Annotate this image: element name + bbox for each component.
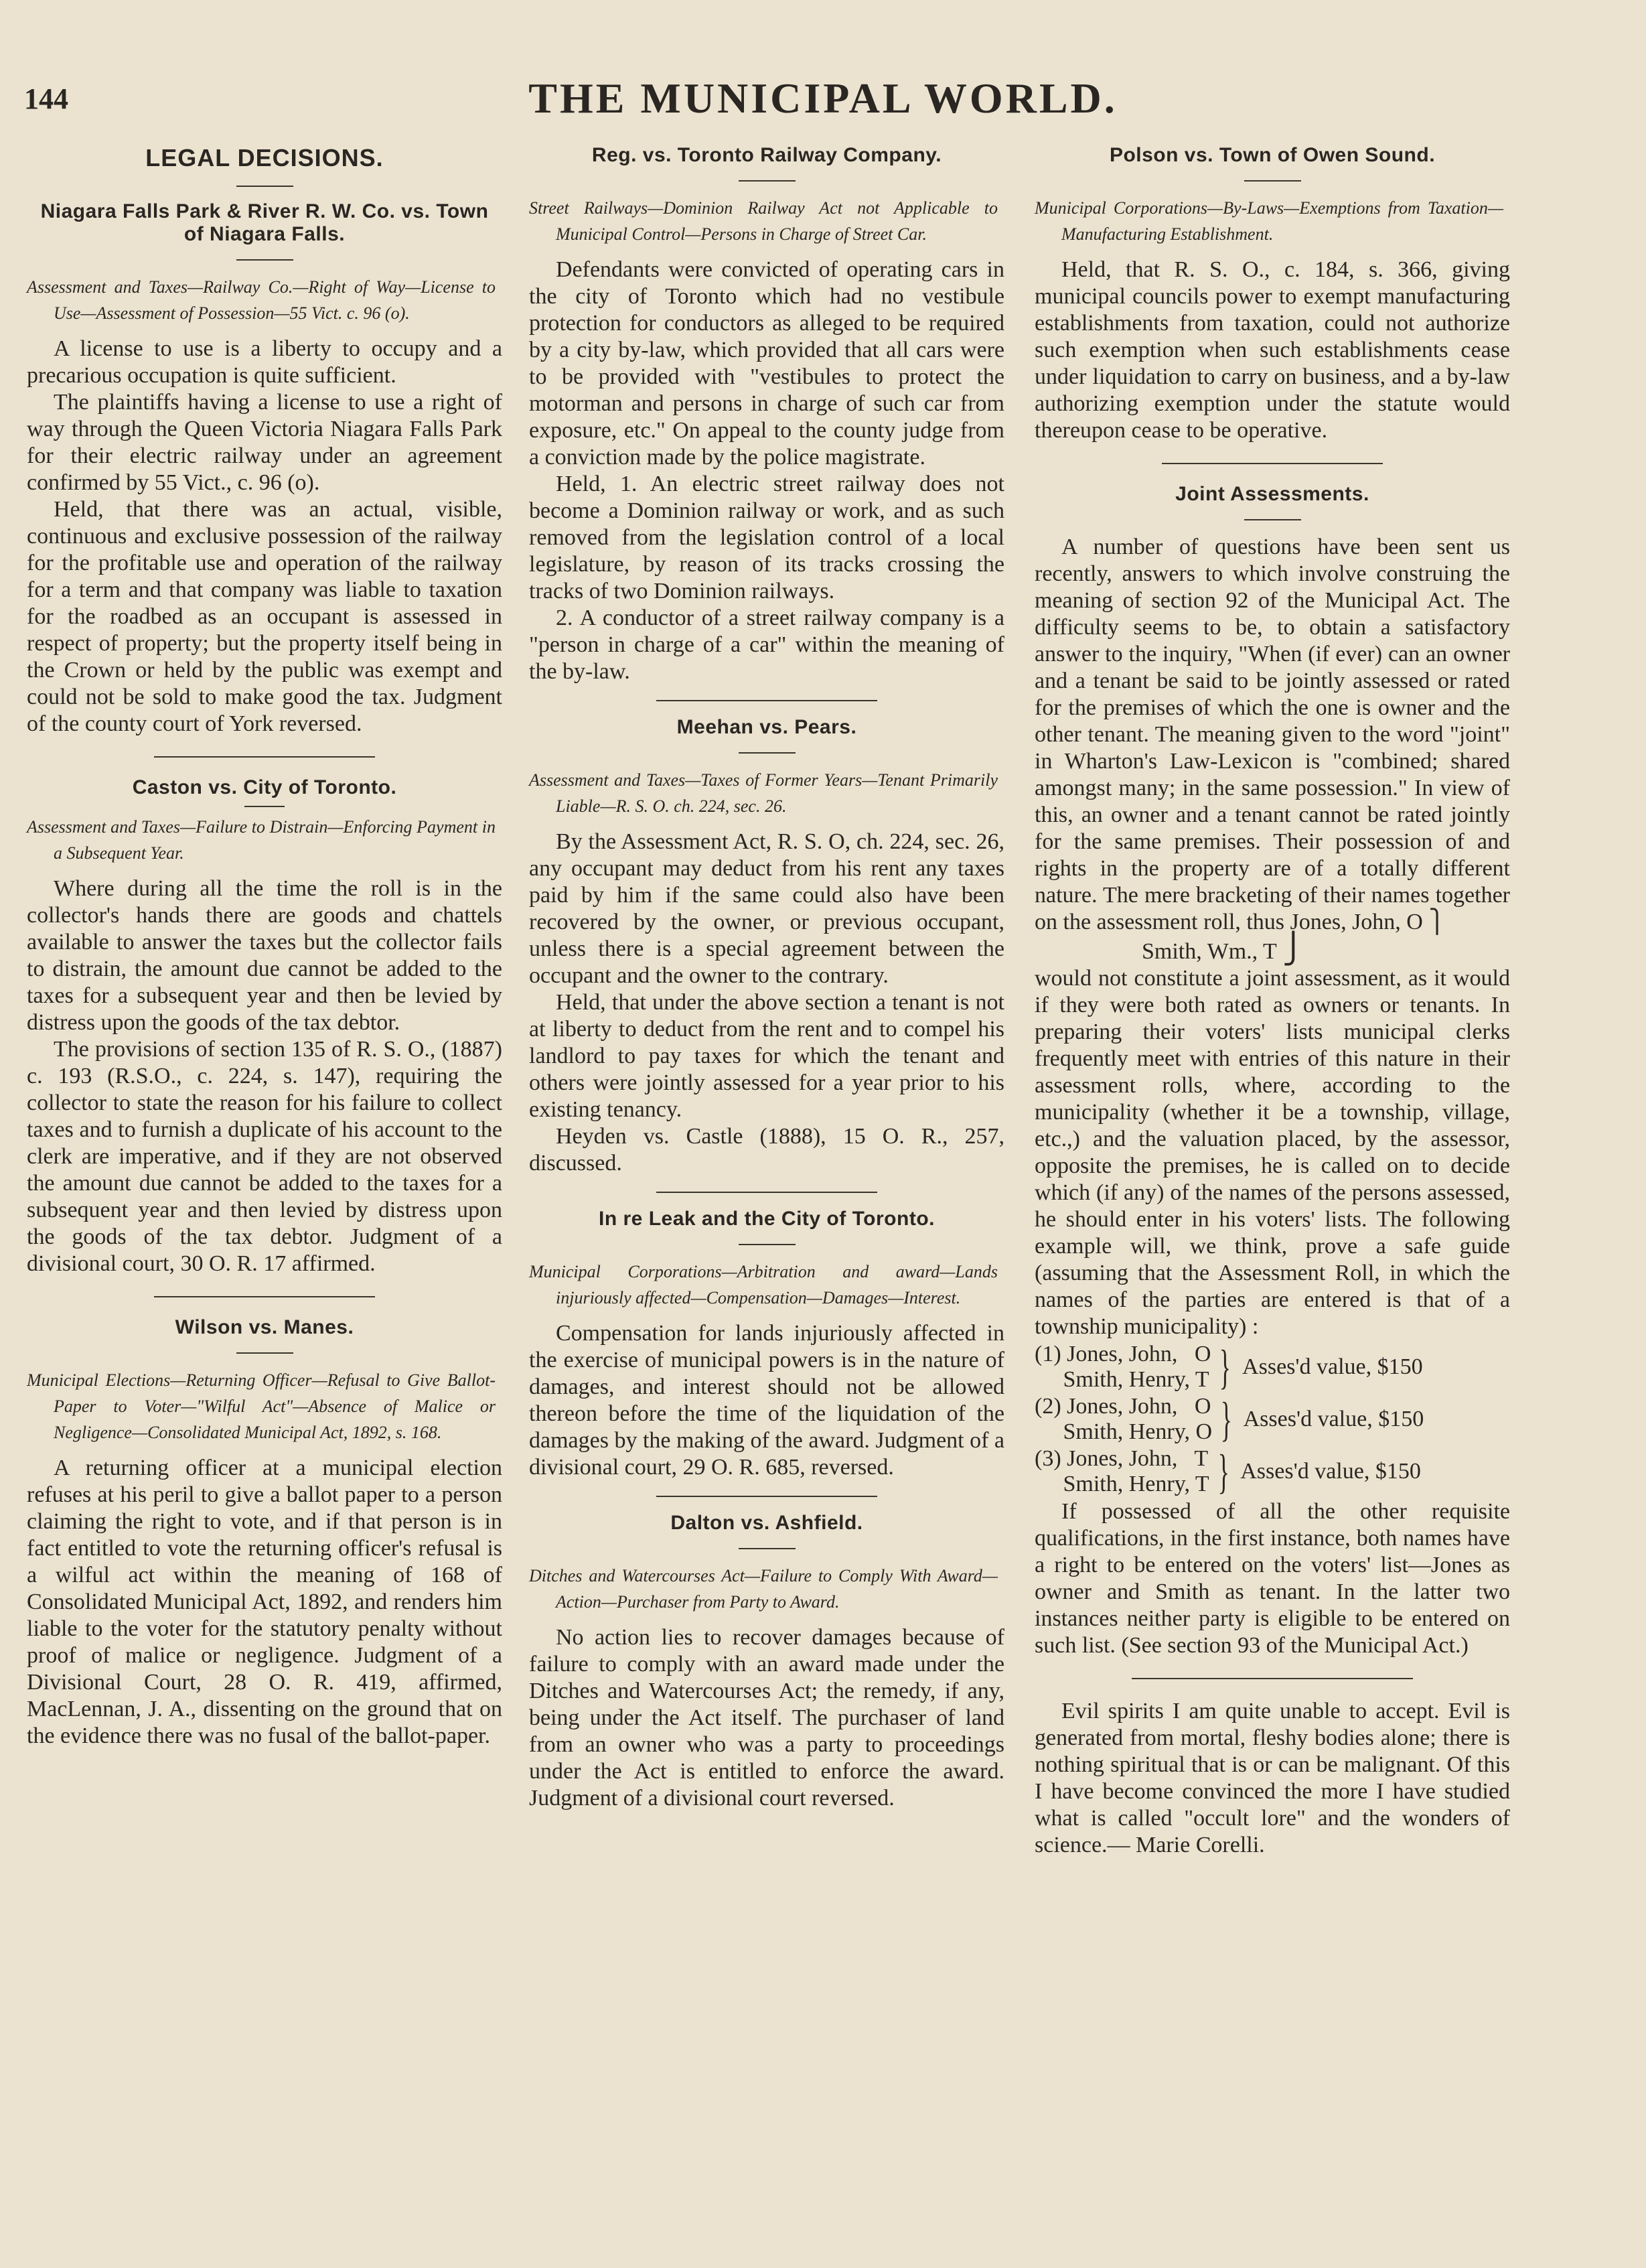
divider [656, 1192, 877, 1193]
case-title: Niagara Falls Park & River R. W. Co. vs. Town of Niagara Falls. [40, 200, 489, 245]
case-paragraph: A returning officer at a municipal election refuses at his peril to give a ballot paper to a person claiming the right to vote, and if that person is in fact entitled to vote the returning officer's refusal is a wilful act within the meaning of 168 of Consolidated Municipal Act, 1892, and renders him liable to the voter for the statutory penalty without proof of malice or negligence. Judgment of a Divisional Court, 28 O. R. 419, affirmed, MacLennan, J. A., dissenting on the ground that on the evidence there was no fusal of the ballot-paper. [27, 1456, 502, 1748]
case-summary: Assessment and Taxes—Failure to Distrain—Enforcing Payment in a Subsequent Year. [27, 817, 496, 863]
divider [739, 752, 796, 754]
divider [739, 180, 796, 182]
case-paragraph: Held, that there was an actual, visible, continuous and exclusive possession of the railway for the profitable use and operation of the railway for a term and that company was liable to taxation for the roadbed as an occupant is assessed in respect of property; but the property itself being in the Crown or held by the public was exempt and could not be sold to make good the tax. Judgment of the county court of York reversed. [27, 497, 502, 736]
divider [1244, 519, 1301, 520]
example-row [1035, 1446, 1510, 1497]
divider [1132, 1678, 1413, 1679]
case-paragraph: Held, 1. An electric street railway does not become a Dominion railway or work, and as such removed from the legislation control of a local legislature, by reason of its tracks crossing the tracks of two Dominion railways. [529, 472, 1004, 604]
case-paragraph: Held, that R. S. O., c. 184, s. 366, giving municipal councils power to exempt manufacturing establishments from taxation, could not authorize such exemption when such establishments cease under liquidation to carry on business, and a by-law authorizing exemption under the statute would thereupon cease to be operative. [1035, 257, 1510, 443]
case-paragraph: The plaintiffs having a license to use a right of way through the Queen Victoria Niagara Falls Park for their electric railway under an agreement confirmed by 55 Vict., c. 96 (o). [27, 390, 502, 495]
case-title: Polson vs. Town of Owen Sound. [1109, 144, 1436, 166]
section-title: LEGAL DECISIONS. [145, 144, 384, 171]
case-title: Reg. vs. Toronto Railway Company. [591, 144, 942, 166]
case-title: Meehan vs. Pears. [676, 716, 857, 738]
divider [244, 806, 285, 807]
page-header [24, 74, 1622, 127]
case-summary: Municipal Corporations—Arbitration and award—Lands injuriously affected—Compensation—Damages—Interest. [529, 1262, 998, 1307]
divider [154, 1296, 375, 1297]
case-title: Caston vs. City of Toronto. [132, 776, 397, 798]
case-title: Dalton vs. Ashfield. [670, 1512, 863, 1534]
divider [1244, 180, 1301, 182]
example-names: (3) Jones, John, T Smith, Henry, T [1035, 1446, 1209, 1496]
example-value: Asses'd value, $150 [1240, 1459, 1421, 1484]
divider [236, 186, 293, 187]
case-summary: Ditches and Watercourses Act—Failure to Comply With Award—Action—Purchaser from Party to Award. [529, 1566, 998, 1612]
case-paragraph: The provisions of section 135 of R. S. O., (1887) c. 193 (R.S.O., c. 224, s. 147), requiring the collector to state the reason for his failure to collect taxes and to furnish a duplicate of his account to the clerk are imperative, and if they are not observed the amount due cannot be added to the taxes for a subsequent year and then levied by distress upon the goods of the tax debtor. Judgment of a divisional court, 30 O. R. 17 affirmed. [27, 1037, 502, 1276]
case-title: In re Leak and the City of Toronto. [599, 1208, 935, 1230]
article-title: Joint Assessments. [1175, 483, 1369, 505]
divider [236, 1352, 293, 1354]
masthead: THE MUNICIPAL WORLD. [528, 74, 1118, 122]
case-paragraph: No action lies to recover damages because of failure to comply with an award made under the Ditches and Watercourses Act; the remedy, if any, being under the Act itself. The purchaser of land from an owner who was a party to proceedings under the Act is entitled to enforce the award. Judgment of a divisional court reversed. [529, 1625, 1004, 1811]
example-row [1035, 1342, 1510, 1393]
example-names: (1) Jones, John, O Smith, Henry, T [1035, 1342, 1211, 1392]
page-number: 144 [24, 82, 68, 115]
case-summary: Municipal Elections—Returning Officer—Refusal to Give Ballot-Paper to Voter—"Wilful Act"—Absence of Malice or Negligence—Consolidated Municipal Act, 1892, s. 168. [27, 1370, 496, 1442]
column-1 [27, 144, 502, 1750]
divider [1162, 463, 1383, 464]
case-summary: Street Railways—Dominion Railway Act not Applicable to Municipal Control—Persons in Charge of Street Car. [529, 198, 998, 244]
quote: Evil spirits I am quite unable to accept. Evil is generated from mortal, fleshy bodies alone; there is nothing spiritual that is or can be malignant. Of this I have become convinced the more I have studied what is called "occult lore" and the wonders of science.— Marie Corelli. [1035, 1699, 1510, 1857]
example-names: (2) Jones, John, O Smith, Henry, O [1035, 1394, 1213, 1444]
bracket-line: Smith, Wm., T ⎭ [1142, 932, 1304, 965]
brace-icon: } [1220, 1393, 1232, 1446]
example-list [1035, 1342, 1510, 1497]
divider [739, 1548, 796, 1549]
article-paragraph: would not constitute a joint assessment, as it would if they were both rated as owners or tenants. In preparing their voters' lists municipal clerks frequently meet with entries of this nature in their assessment rolls, where, according to the municipality (whether it be a township, village, etc.,) and the valuation placed, by the assessor, opposite the premises, he is called on to decide which (if any) of the names of the persons assessed, he should enter in his voters' lists. The following example will, we think, prove a safe guide (assuming that the Assessment Roll, in which the names of the parties are entered is that of a township municipality) : [1035, 966, 1510, 1339]
case-summary: Assessment and Taxes—Railway Co.—Right of Way—License to Use—Assessment of Possession—55 Vict. c. 96 (o). [27, 277, 496, 323]
column-3 [1035, 144, 1510, 1859]
case-paragraph: A license to use is a liberty to occupy and a precarious occupation is quite sufficient. [27, 336, 502, 388]
case-paragraph: Defendants were convicted of operating cars in the city of Toronto which had no vestibule protection for conductors as alleged to be required by a city by-law, which provided that all cars were to be provided with "vestibules to protect the motorman and persons in charge of such car from exposure, etc." On appeal to the county judge from a conviction made by the police magistrate. [529, 257, 1004, 470]
divider [236, 259, 293, 261]
article-paragraph: If possessed of all the other requisite qualifications, in the first instance, both names have a right to be entered on the voters' list—Jones as owner and Smith as tenant. In the latter two instances neither party is eligible to be entered on such list. (See section 93 of the Municipal Act.) [1035, 1499, 1510, 1658]
divider [656, 700, 877, 701]
divider [656, 1496, 877, 1497]
divider [739, 1244, 796, 1245]
brace-icon: } [1217, 1445, 1229, 1498]
case-paragraph: Heyden vs. Castle (1888), 15 O. R., 257, discussed. [529, 1124, 1004, 1176]
column-2 [529, 144, 1004, 1812]
case-summary: Assessment and Taxes—Taxes of Former Years—Tenant Primarily Liable—R. S. O. ch. 224, sec. 26. [529, 770, 998, 816]
case-paragraph: Where during all the time the roll is in the collector's hands there are goods and chattels available to answer the taxes but the collector fails to distrain, the amount due cannot be added to the taxes for a subsequent year and then be levied by distress upon the goods of the tax debtor. [27, 876, 502, 1035]
case-paragraph: Compensation for lands injuriously affected in the exercise of municipal powers is in the nature of damages, and interest should not be allowed thereon before the time of the liquidation of the damages by the making of the award. Judgment of a divisional court, 29 O. R. 685, reversed. [529, 1321, 1005, 1480]
example-value: Asses'd value, $150 [1243, 1407, 1424, 1431]
divider [154, 756, 375, 758]
article-paragraph: A number of questions have been sent us recently, answers to which involve construing the meaning of section 92 of the Municipal Act. The difficulty seems to be, to obtain a satisfactory answer to the inquiry, "When (if ever) can an owner and a tenant be said to be jointly assessed or rated for the premises of which the one is owner and the other tenant. The meaning given to the word "joint" in Wharton's Law-Lexicon is "combined; shared amongst many; in the same possession." In view of this, an owner and a tenant cannot be rated jointly for the same premises. Their possession of and rights in the property are of a totally different nature. The mere bracketing of their names together on the assessment roll, thus Jones, John, O ⎫ [1035, 535, 1510, 934]
brace-icon: } [1219, 1340, 1231, 1394]
case-summary: Municipal Corporations—By-Laws—Exemptions from Taxation—Manufacturing Establishment. [1035, 198, 1503, 244]
case-paragraph: By the Assessment Act, R. S. O, ch. 224, sec. 26, any occupant may deduct from his rent any taxes paid by him if the same could also have been recovered by the owner, or previous occupant, unless there is a special agreement between the occupant and the owner to the contrary. [529, 829, 1004, 988]
case-paragraph: Held, that under the above section a tenant is not at liberty to deduct from the rent and to compel his landlord to pay taxes for which the tenant and others were jointly assessed for a year prior to his existing tenancy. [529, 990, 1004, 1122]
case-title: Wilson vs. Manes. [175, 1316, 354, 1338]
example-row [1035, 1394, 1510, 1445]
case-paragraph: 2. A conductor of a street railway company is a "person in charge of a car" within the meaning of the by-law. [529, 606, 1004, 684]
example-value: Asses'd value, $150 [1242, 1354, 1423, 1379]
